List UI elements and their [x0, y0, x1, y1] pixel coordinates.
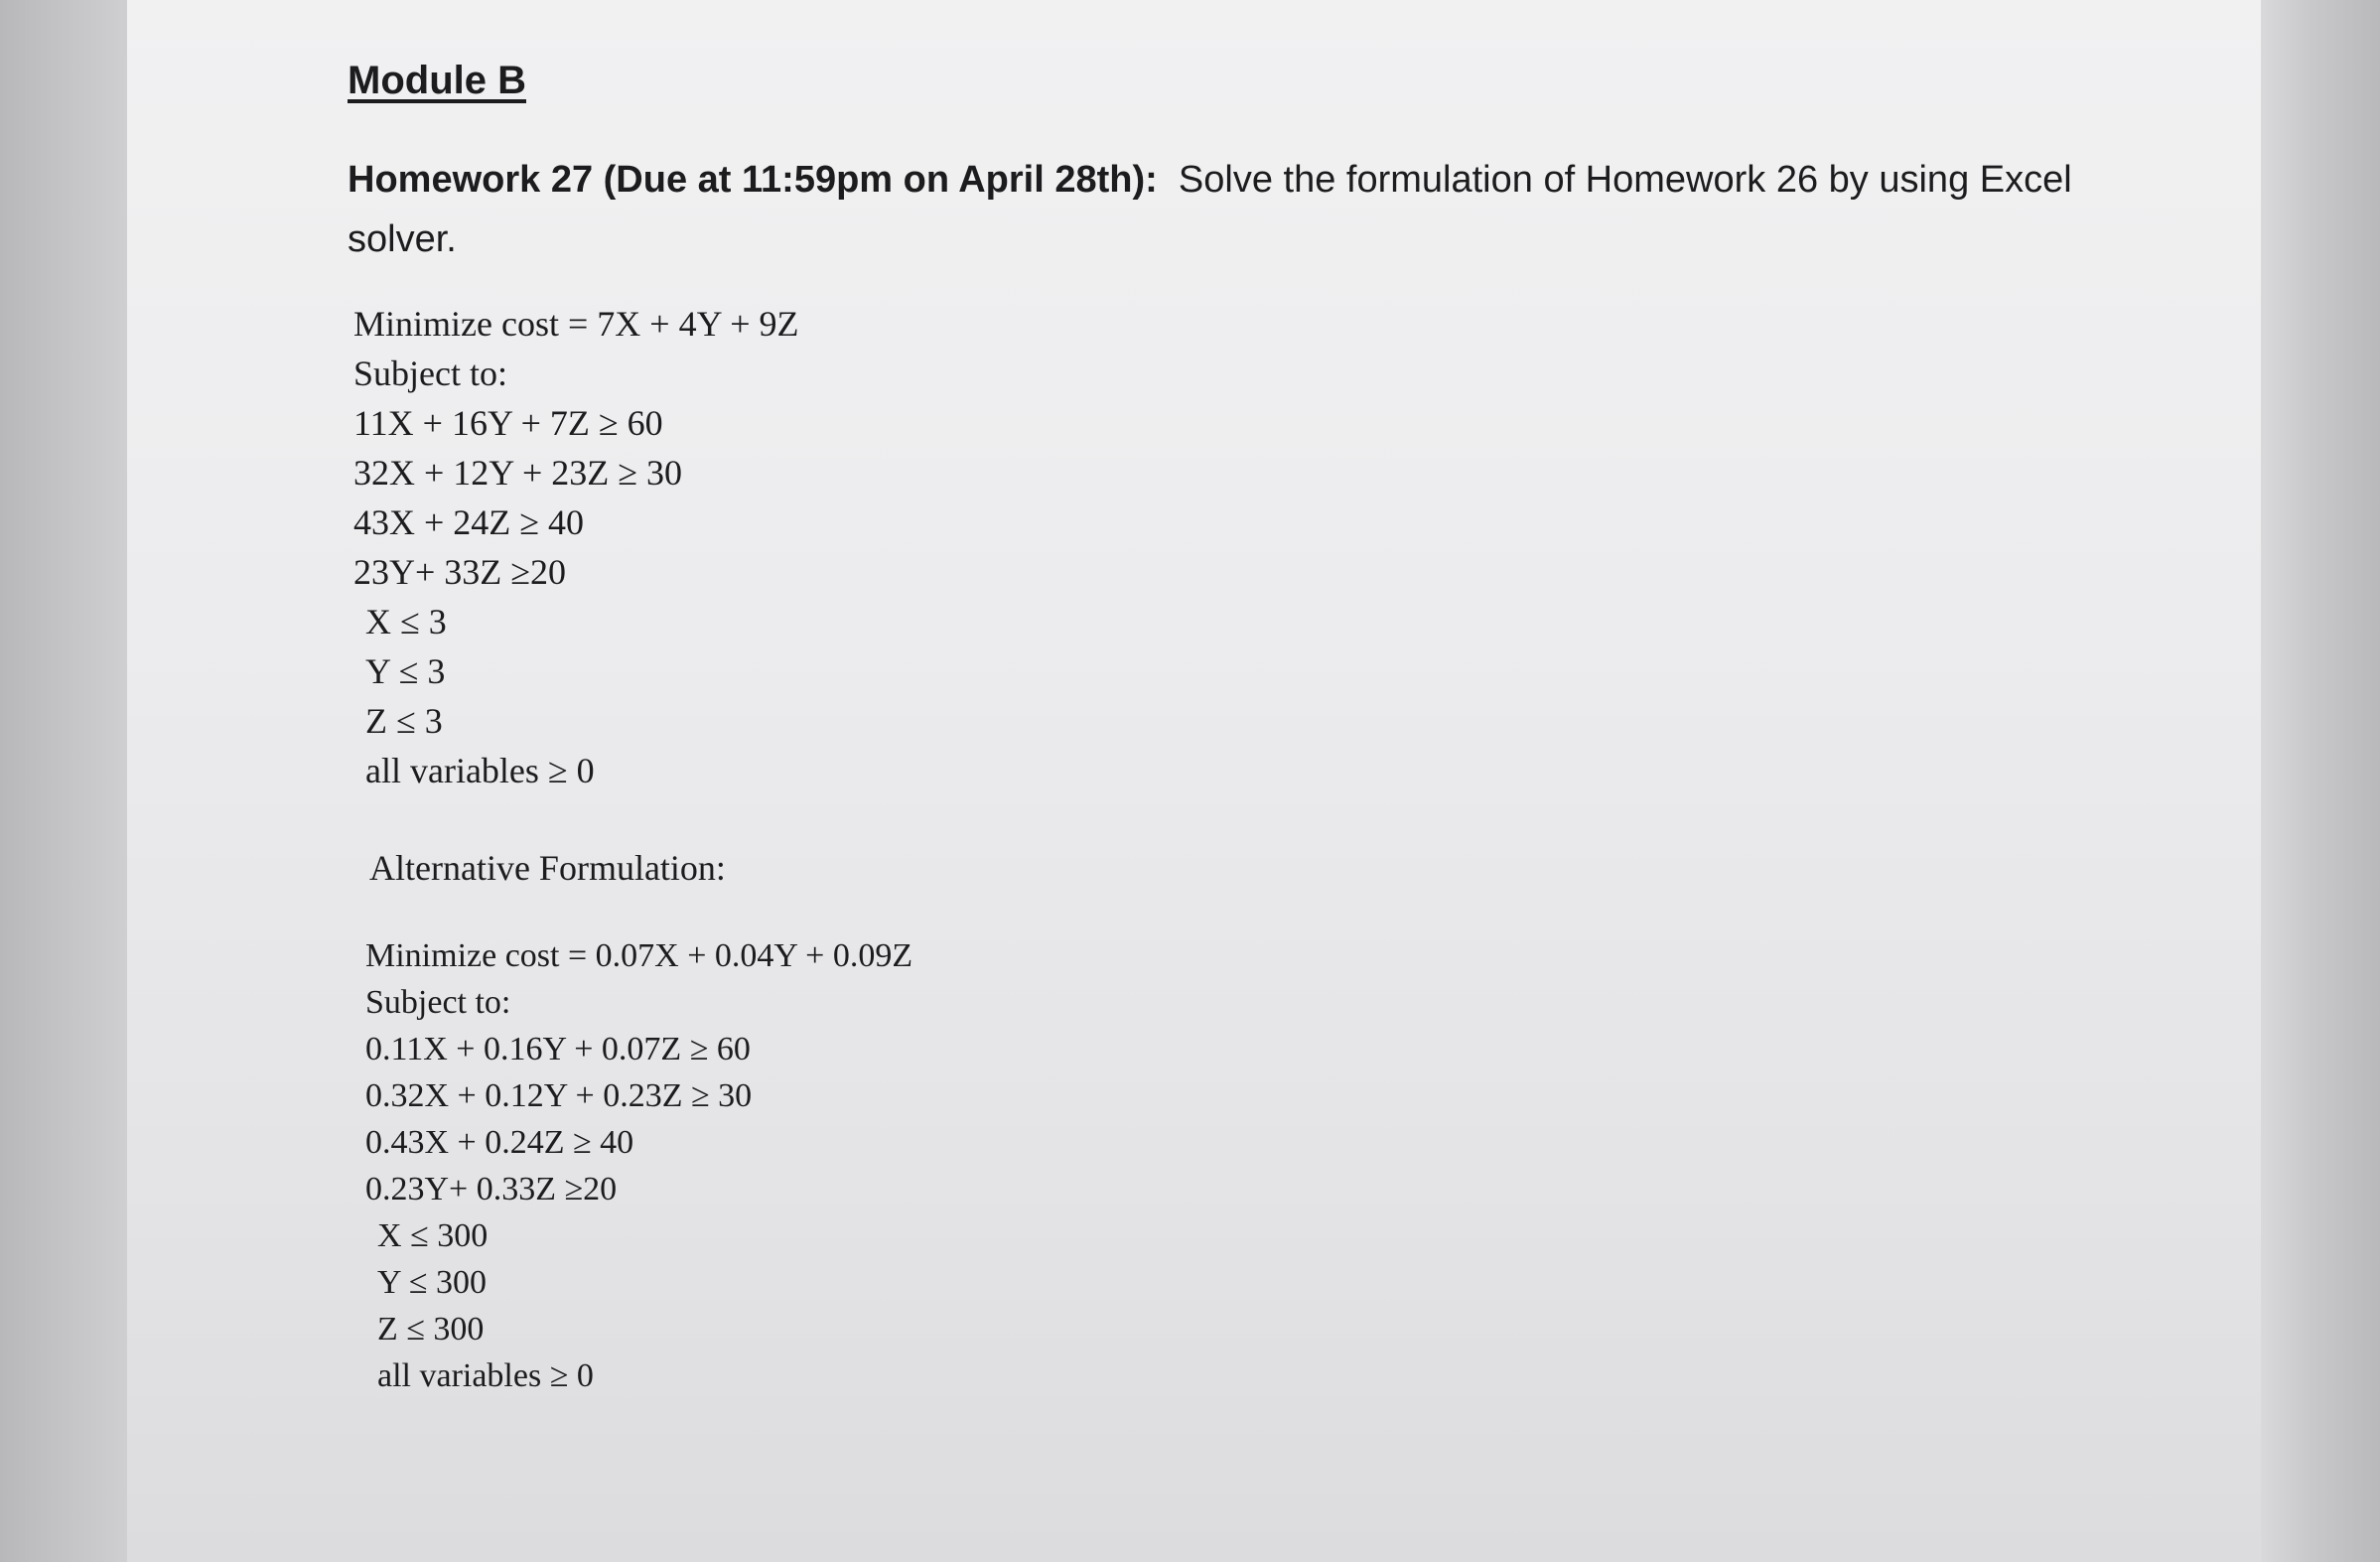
- constraint-line: 11X + 16Y + 7Z ≥ 60: [353, 403, 663, 443]
- constraint-line: X ≤ 3: [365, 602, 447, 641]
- constraint-line: 23Y+ 33Z ≥20: [353, 552, 567, 592]
- document-content: [348, 55, 2234, 1399]
- formulation-alternative: [365, 932, 2234, 1399]
- homework-text: Solve the formulation of Homework 26 by using Excel solver.: [348, 159, 2072, 260]
- constraint-line: Y ≤ 300: [377, 1264, 487, 1301]
- homework-instructions: [348, 150, 2155, 269]
- objective-function: Minimize cost = 7X + 4Y + 9Z: [353, 304, 799, 344]
- objective-function: Minimize cost = 0.07X + 0.04Y + 0.09Z: [365, 937, 913, 974]
- document-page: [127, 0, 2261, 1562]
- formulation-original: [353, 299, 2234, 893]
- monitor-bezel-left: [0, 0, 127, 1562]
- constraint-line: Y ≤ 3: [365, 651, 446, 691]
- constraint-line: all variables ≥ 0: [377, 1357, 594, 1394]
- alternative-formulation-heading: Alternative Formulation:: [369, 848, 726, 888]
- constraint-line: 0.43X + 0.24Z ≥ 40: [365, 1124, 634, 1161]
- constraint-line: all variables ≥ 0: [365, 751, 595, 790]
- constraint-line: 0.32X + 0.12Y + 0.23Z ≥ 30: [365, 1077, 753, 1114]
- constraint-line: 43X + 24Z ≥ 40: [353, 502, 585, 542]
- constraint-line: 0.23Y+ 0.33Z ≥20: [365, 1171, 618, 1207]
- constraint-line: Z ≤ 3: [365, 701, 443, 741]
- module-title: Module B: [348, 59, 526, 102]
- subject-to-label: Subject to:: [365, 984, 511, 1021]
- homework-heading: Homework 27 (Due at 11:59pm on April 28th):: [348, 159, 1158, 201]
- subject-to-label: Subject to:: [353, 354, 507, 393]
- monitor-bezel-right: [2261, 0, 2380, 1562]
- constraint-line: 32X + 12Y + 23Z ≥ 30: [353, 453, 683, 493]
- constraint-line: 0.11X + 0.16Y + 0.07Z ≥ 60: [365, 1031, 751, 1067]
- constraint-line: Z ≤ 300: [377, 1311, 485, 1348]
- constraint-line: X ≤ 300: [377, 1217, 489, 1254]
